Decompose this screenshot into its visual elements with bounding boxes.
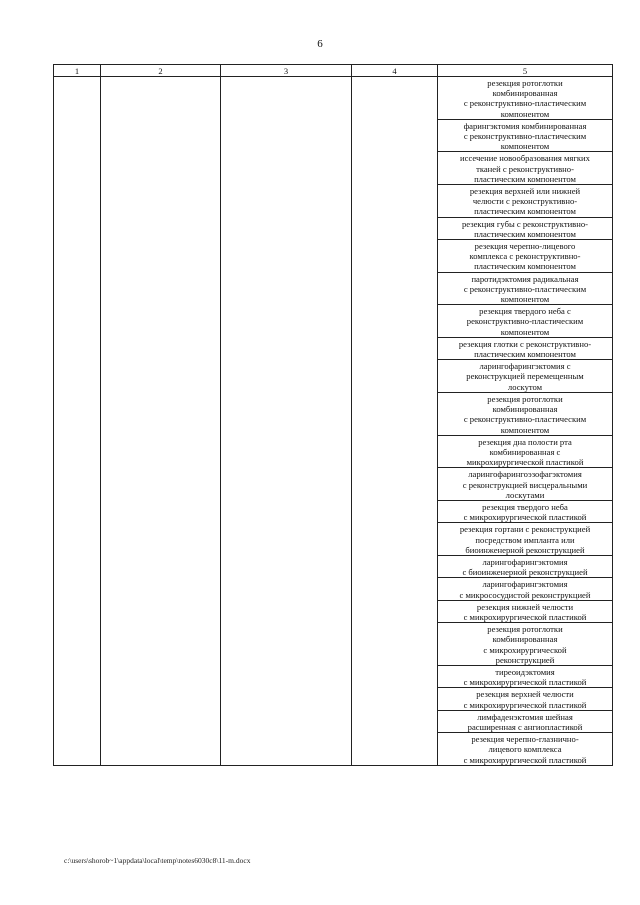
- header-col-2: 2: [101, 65, 221, 77]
- procedure-line: с реконструктивно-пластическим: [463, 283, 587, 294]
- header-col-4: 4: [352, 65, 438, 77]
- procedure-line: ларингофарингэктомия: [482, 556, 568, 567]
- procedure-line: с микрохирургической: [483, 644, 567, 655]
- empty-cell-col-2: [101, 77, 221, 766]
- table-header-row: [54, 65, 613, 77]
- procedure-line: с реконструктивно-пластическим: [463, 131, 587, 142]
- procedure-cell: [438, 217, 613, 239]
- procedure-line: резекция черепно-глазнично-: [471, 734, 579, 745]
- procedure-line: пластическим компонентом: [474, 173, 576, 184]
- empty-cell-col-1: [54, 77, 101, 766]
- procedure-cell: [438, 77, 613, 120]
- procedure-cell: [438, 272, 613, 305]
- procedure-line: резекция верхней челюсти: [476, 689, 574, 700]
- procedure-line: резекция верхней или нижней: [469, 186, 581, 197]
- procedure-line: с реконструктивно-пластическим: [463, 98, 587, 109]
- procedure-line: посредством импланта или: [475, 534, 575, 545]
- procedure-line: челюсти с реконструктивно-: [472, 196, 578, 207]
- procedure-cell: [438, 710, 613, 732]
- procedure-line: резекция ротоглотки: [487, 78, 563, 88]
- procedure-line: лицевого комплекса: [488, 744, 562, 755]
- procedure-cell: [438, 337, 613, 359]
- procedure-line: лимфаденэктомия шейная: [477, 711, 573, 722]
- procedure-line: с микрохирургической пластикой: [463, 677, 587, 688]
- header-col-1: 1: [54, 65, 101, 77]
- procedure-line: комбинированная: [492, 404, 558, 415]
- procedure-line: резекция ротоглотки: [487, 393, 563, 404]
- procedure-line: пластическим компонентом: [474, 349, 576, 360]
- procedure-cell: [438, 392, 613, 435]
- procedure-cell: [438, 468, 613, 501]
- procedure-cell: [438, 152, 613, 185]
- procedure-line: лоскутом: [507, 381, 543, 392]
- empty-cell-col-4: [352, 77, 438, 766]
- header-col-3: 3: [221, 65, 352, 77]
- procedure-line: резекция дна полости рта: [478, 436, 572, 447]
- procedure-line: микрохирургической пластикой: [466, 457, 584, 468]
- procedure-cell: [438, 555, 613, 577]
- procedure-line: ларингофарингэктомия: [482, 579, 568, 590]
- procedure-line: компонентом: [500, 294, 550, 305]
- procedures-table: [53, 64, 613, 766]
- procedure-line: резекция нижней челюсти: [476, 601, 574, 612]
- procedure-cell: [438, 578, 613, 600]
- procedure-line: лоскутами: [505, 489, 545, 500]
- procedure-line: комбинированная: [492, 88, 558, 99]
- procedure-line: с реконструктивно-пластическим: [463, 414, 587, 425]
- procedure-line: ларингофарингэктомия с: [479, 361, 571, 372]
- procedure-line: резекция губы с реконструктивно-: [462, 218, 588, 229]
- procedure-line: компонентом: [500, 326, 550, 337]
- procedure-line: с микрохирургической пластикой: [463, 754, 587, 765]
- procedure-cell: [438, 240, 613, 273]
- procedure-line: резекция гортани с реконструкцией: [459, 524, 591, 535]
- procedure-line: реконструкцией: [495, 654, 555, 665]
- procedure-line: с микрососудистой реконструкцией: [459, 589, 591, 600]
- procedure-line: расширенная с ангиопластикой: [467, 721, 583, 732]
- procedure-cell: [438, 119, 613, 152]
- file-path-footer: c:\users\shorob~1\appdata\local\temp\notes6030c8\11-m.docx: [64, 856, 251, 865]
- procedure-line: реконструктивно-пластическим: [466, 316, 584, 327]
- procedure-line: пластическим компонентом: [474, 206, 576, 217]
- header-col-5: 5: [438, 65, 613, 77]
- procedure-line: тканей с реконструктивно-: [476, 163, 574, 174]
- procedure-line: резекция твердого неба с: [479, 306, 571, 317]
- page-number: 6: [317, 38, 323, 50]
- procedure-line: резекция черепно-лицевого: [474, 241, 576, 252]
- procedure-line: резекция глотки с реконструктивно-: [458, 338, 592, 349]
- procedure-line: реконструкцией перемещенным: [466, 371, 584, 382]
- procedure-cell: [438, 600, 613, 622]
- procedure-line: иссечение новообразования мягких: [460, 153, 590, 164]
- table-row: [54, 77, 613, 120]
- procedure-line: комбинированная с: [489, 446, 561, 457]
- procedure-line: с микрохирургической пластикой: [463, 512, 587, 523]
- procedure-line: пластическим компонентом: [474, 261, 576, 272]
- procedure-line: резекция твердого неба: [482, 501, 568, 512]
- procedure-line: фарингэктомия комбинированная: [463, 120, 587, 131]
- procedure-line: с микрохирургической пластикой: [463, 611, 587, 622]
- empty-cell-col-3: [221, 77, 352, 766]
- procedure-line: ларингофарингоэзофагэктомия: [468, 469, 582, 480]
- procedure-line: пластическим компонентом: [474, 228, 576, 239]
- procedure-line: биоинженерной реконструкцией: [465, 544, 585, 555]
- procedure-cell: [438, 435, 613, 468]
- procedure-line: с биоинженерной реконструкцией: [462, 567, 588, 578]
- procedure-cell: [438, 185, 613, 218]
- procedure-line: компонентом: [500, 424, 550, 435]
- procedure-line: тиреоидэктомия: [495, 666, 555, 677]
- procedure-line: резекция ротоглотки: [487, 624, 563, 635]
- procedure-cell: [438, 688, 613, 710]
- procedure-cell: [438, 733, 613, 766]
- procedure-line: с микрохирургической пластикой: [463, 699, 587, 710]
- procedure-cell: [438, 500, 613, 522]
- procedure-cell: [438, 623, 613, 666]
- procedure-line: комплекса с реконструктивно-: [469, 251, 581, 262]
- procedure-line: компонентом: [500, 108, 550, 119]
- procedure-line: паротидэктомия радикальная: [471, 273, 579, 284]
- procedure-cell: [438, 360, 613, 393]
- procedure-line: с реконструкцией висцеральными: [462, 479, 588, 490]
- procedure-line: комбинированная: [492, 634, 558, 645]
- procedure-cell: [438, 523, 613, 556]
- procedure-cell: [438, 665, 613, 687]
- procedure-line: компонентом: [500, 141, 550, 152]
- procedure-cell: [438, 305, 613, 338]
